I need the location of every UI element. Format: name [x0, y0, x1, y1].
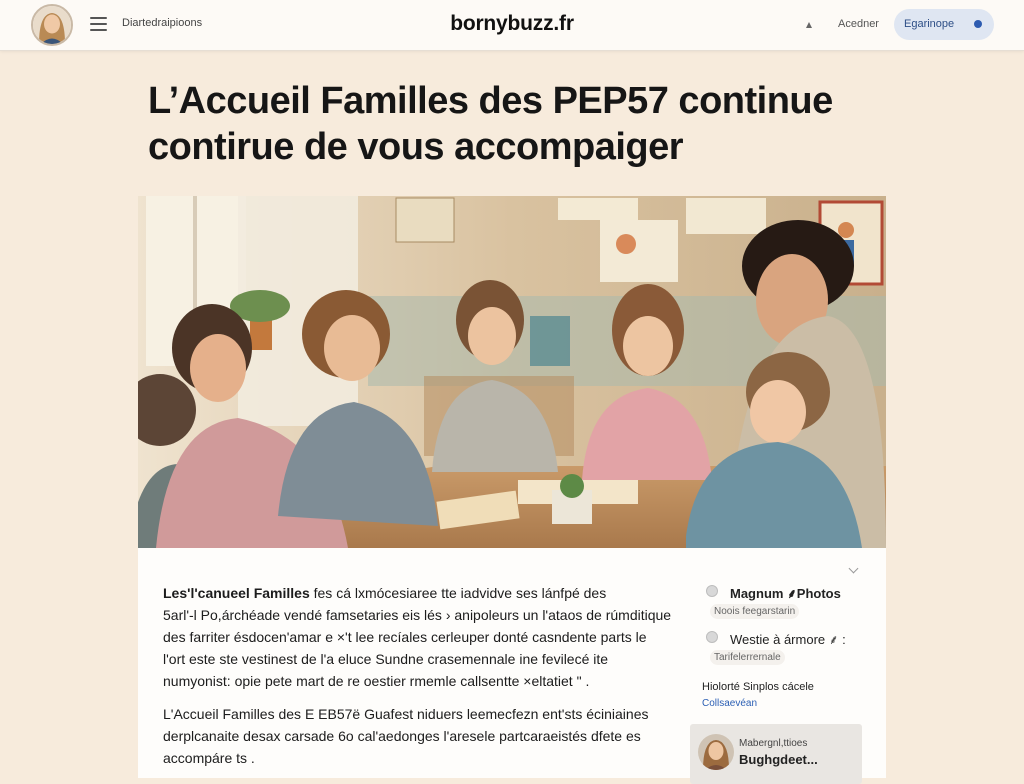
document-icon: [706, 631, 718, 643]
header-link[interactable]: Acedner: [838, 18, 879, 30]
paragraph-lead: Les'l'canueel Familles: [163, 585, 310, 601]
camera-icon: [706, 585, 718, 597]
article-headline: [148, 78, 908, 170]
site-title[interactable]: bornybuzz.fr: [450, 12, 574, 35]
sidebar-item-title: Magnum ⸙Photos: [730, 586, 841, 601]
paragraph-1-line-5: numyonist: opie pete mart de re oestier rmemle callsentte ×eltatiet " .: [163, 673, 590, 689]
article-card: [138, 548, 886, 778]
paragraph-1-line-4: l'ort este ste vestinest de l'a eluce Sundne crasemennale ine fevilecé ite: [163, 651, 609, 667]
sidebar-item-title: Westie à ármore ⸙ :: [730, 632, 846, 647]
paragraph-1-line-1: [163, 582, 663, 604]
nav-link[interactable]: Diartedraipioons: [122, 17, 203, 29]
article-paragraph-2: [163, 703, 663, 769]
paragraph-2-line-1: L'Accueil Familles des E EB57ë Guafest niduers leemecfezn ent'sts éciniaines: [163, 706, 649, 722]
paragraph-1-line-2: 5arl'-l Po,árchéade vendé famsetaries eis lés › anipoleurs un l'ataos de rúmditique: [163, 607, 672, 623]
pill-button-label: Egarinope: [904, 18, 955, 30]
search-icon: [974, 20, 982, 28]
pill-button[interactable]: [894, 9, 994, 40]
author-card[interactable]: [690, 724, 862, 784]
article-paragraph-1: [163, 582, 672, 692]
top-header: [0, 0, 1024, 51]
author-role: Mabergnl,ttioes: [739, 738, 808, 749]
sidebar-heading: Hiolorté Sinplos cácele: [702, 681, 814, 693]
hero-image: [138, 196, 886, 548]
bell-icon[interactable]: [806, 22, 812, 28]
sidebar-item-subtitle: Tarifelerrernale: [710, 650, 785, 665]
headline-line-1: L’Accueil Familles des PEP57 continue: [148, 80, 833, 122]
sidebar-item-subtitle: Noois feegarstarin: [710, 604, 799, 619]
chevron-down-icon[interactable]: [849, 564, 859, 574]
author-avatar: [698, 734, 734, 770]
author-name: Bughgdeet...: [739, 752, 818, 767]
headline-line-2: contirue de vous accompaiger: [148, 126, 684, 168]
sidebar-link[interactable]: Collsaevéan: [702, 698, 758, 709]
paragraph-2-line-2: derplcanaite desax carsade 6o cal'aedonges l'aresele partcaraeistés dfete es: [163, 728, 641, 744]
paragraph-1-line-1-rest: fes cá lxmócesiaree tte iadvidve ses lánfpé des: [309, 585, 607, 601]
hero-photo: [138, 196, 886, 548]
author-avatar-icon: [698, 734, 734, 770]
paragraph-1-line-3: des farriter ésdocen'amar e ×'t lee recíales cerleuper donté casndente parts le: [163, 629, 647, 645]
paragraph-2-line-3: accompáre ts .: [163, 750, 255, 766]
